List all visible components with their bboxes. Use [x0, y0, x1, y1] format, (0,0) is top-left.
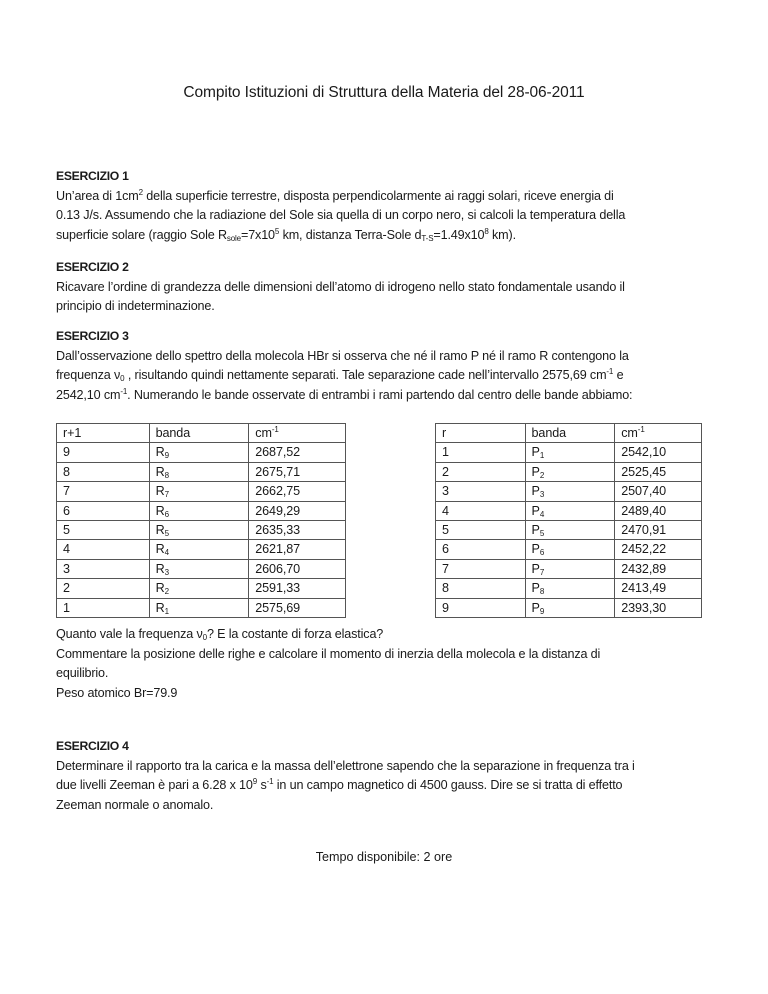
index-cell: 6	[57, 501, 150, 520]
table-row	[57, 501, 346, 520]
exercise-1-line-1: Un’area di $1cm^2$ della superficie terrestre, disposta perpendicolarmente ai raggi solari, riceve energia di	[56, 187, 614, 203]
exercise-4-heading: ESERCIZIO 4	[56, 739, 129, 753]
index-cell: 1	[57, 598, 150, 617]
band-cell: $P_6$	[525, 540, 615, 559]
exercise-4-line-3: Zeeman normale o anomalo.	[56, 798, 214, 813]
table-row	[57, 540, 346, 559]
exercise-2-heading: ESERCIZIO 2	[56, 260, 129, 274]
band-cell: $R_4$	[149, 540, 249, 559]
exercise-1	[56, 167, 706, 246]
band-cell: $P_2$	[525, 462, 615, 481]
table-row	[436, 501, 702, 520]
band-cell: $P_9$	[525, 598, 615, 617]
table-row	[436, 598, 702, 617]
wavenumber-cell: 2542,10	[615, 443, 702, 462]
wavenumber-cell: 2606,70	[249, 559, 346, 578]
index-cell: 5	[436, 521, 526, 540]
table-row	[436, 559, 702, 578]
wavenumber-cell: 2662,75	[249, 482, 346, 501]
wavenumber-cell: 2621,87	[249, 540, 346, 559]
index-cell: 5	[57, 521, 150, 540]
table-row	[57, 579, 346, 598]
band-cell: $R_2$	[149, 579, 249, 598]
exercise-3	[56, 327, 706, 406]
index-cell: 4	[57, 540, 150, 559]
wavenumber-cell: 2452,22	[615, 540, 702, 559]
p-table-header-cell: $cm^{-1}$	[615, 424, 702, 443]
r-branch-table	[56, 423, 346, 618]
table-row	[436, 462, 702, 481]
exercise-2	[56, 258, 706, 317]
index-cell: 3	[57, 559, 150, 578]
exercise-1-line-2: 0.13 J/s. Assumendo che la radiazione del Sole sia quella di un corpo nero, si calcoli la temperatura della	[56, 208, 626, 223]
exercise-4-line-2: due livelli Zeeman è pari a 6.28 x $10^9$ $s^{-1}$ in un campo magnetico di 4500 gauss. Dire se si tratta di effetto	[56, 777, 623, 793]
exercise-4-line-1: Determinare il rapporto tra la carica e la massa dell’elettrone sapendo che la separazione in frequenza tra i	[56, 758, 635, 773]
exercise-3-line-2: frequenza $\nu_0$ , risultando quindi nettamente separati. Tale separazione cade nell’intervallo 2575,69 $cm^{-1}$ e	[56, 367, 624, 384]
wavenumber-cell: 2591,33	[249, 579, 346, 598]
band-cell: $R_6$	[149, 501, 249, 520]
index-cell: 9	[436, 598, 526, 617]
band-cell: $P_5$	[525, 521, 615, 540]
atomic-weight-note: Peso atomico Br=79.9	[56, 686, 178, 701]
band-cell: $R_7$	[149, 482, 249, 501]
p-branch-table	[435, 423, 702, 618]
band-cell: $R_5$	[149, 521, 249, 540]
exercise-4	[56, 737, 706, 816]
r-table-header-cell: r+1	[57, 424, 150, 443]
exercise-3-heading: ESERCIZIO 3	[56, 329, 129, 343]
index-cell: 8	[436, 579, 526, 598]
question-3: equilibrio.	[56, 666, 109, 681]
band-cell: $R_8$	[149, 462, 249, 481]
r-table-header-cell: banda	[149, 424, 249, 443]
time-available: Tempo disponibile: 2 ore	[315, 850, 453, 864]
p-table-header-row	[436, 424, 702, 443]
index-cell: 2	[436, 462, 526, 481]
wavenumber-cell: 2635,33	[249, 521, 346, 540]
table-row	[436, 540, 702, 559]
table-row	[436, 521, 702, 540]
table-row	[57, 443, 346, 462]
question-2: Commentare la posizione delle righe e calcolare il momento di inerzia della molecola e la distanza di	[56, 646, 601, 661]
exercise-2-line-1: Ricavare l’ordine di grandezza delle dimensioni dell’atomo di idrogeno nello stato fondamentale usando il	[56, 279, 625, 294]
index-cell: 4	[436, 501, 526, 520]
p-table-header-cell: r	[436, 424, 526, 443]
table-row	[57, 598, 346, 617]
index-cell: 1	[436, 443, 526, 462]
band-cell: $P_7$	[525, 559, 615, 578]
exercise-3-line-1: Dall’osservazione dello spettro della molecola HBr si osserva che né il ramo P né il ramo R contengono la	[56, 348, 629, 363]
wavenumber-cell: 2687,52	[249, 443, 346, 462]
wavenumber-cell: 2470,91	[615, 521, 702, 540]
table-row	[436, 443, 702, 462]
band-cell: $P_4$	[525, 501, 615, 520]
index-cell: 3	[436, 482, 526, 501]
wavenumber-cell: 2575,69	[249, 598, 346, 617]
table-row	[57, 462, 346, 481]
exercise-3-questions	[56, 625, 706, 704]
wavenumber-cell: 2507,40	[615, 482, 702, 501]
r-table-header-row	[57, 424, 346, 443]
wavenumber-cell: 2675,71	[249, 462, 346, 481]
index-cell: 7	[57, 482, 150, 501]
band-cell: $R_9$	[149, 443, 249, 462]
wavenumber-cell: 2413,49	[615, 579, 702, 598]
wavenumber-cell: 2393,30	[615, 598, 702, 617]
table-row	[57, 482, 346, 501]
exercise-3-line-3: 2542,10 $cm^{-1}$. Numerando le bande osservate di entrambi i rami partendo dal centro delle bande abbiamo:	[56, 387, 633, 403]
page-title: Compito Istituzioni di Struttura della Materia del 28-06-2011	[183, 84, 585, 101]
wavenumber-cell: 2525,45	[615, 462, 702, 481]
band-cell: $R_1$	[149, 598, 249, 617]
wavenumber-cell: 2649,29	[249, 501, 346, 520]
wavenumber-cell: 2489,40	[615, 501, 702, 520]
band-cell: $P_1$	[525, 443, 615, 462]
index-cell: 2	[57, 579, 150, 598]
band-cell: $R_3$	[149, 559, 249, 578]
exercise-1-line-3: superficie solare (raggio Sole $R_{sole}=7x10^5$ km, distanza Terra-Sole $d_{T-S}=1.49x10^8$ km).	[56, 227, 516, 244]
r-table-header-cell: $cm^{-1}$	[249, 424, 346, 443]
index-cell: 8	[57, 462, 150, 481]
band-cell: $P_3$	[525, 482, 615, 501]
table-row	[57, 559, 346, 578]
p-table-header-cell: banda	[525, 424, 615, 443]
index-cell: 9	[57, 443, 150, 462]
wavenumber-cell: 2432,89	[615, 559, 702, 578]
band-cell: $P_8$	[525, 579, 615, 598]
index-cell: 6	[436, 540, 526, 559]
exercise-2-line-2: principio di indeterminazione.	[56, 299, 215, 314]
table-row	[57, 521, 346, 540]
table-row	[436, 579, 702, 598]
question-1: Quanto vale la frequenza $\nu_0$? E la costante di forza elastica?	[56, 627, 384, 642]
index-cell: 7	[436, 559, 526, 578]
exercise-1-heading: ESERCIZIO 1	[56, 169, 129, 183]
table-row	[436, 482, 702, 501]
